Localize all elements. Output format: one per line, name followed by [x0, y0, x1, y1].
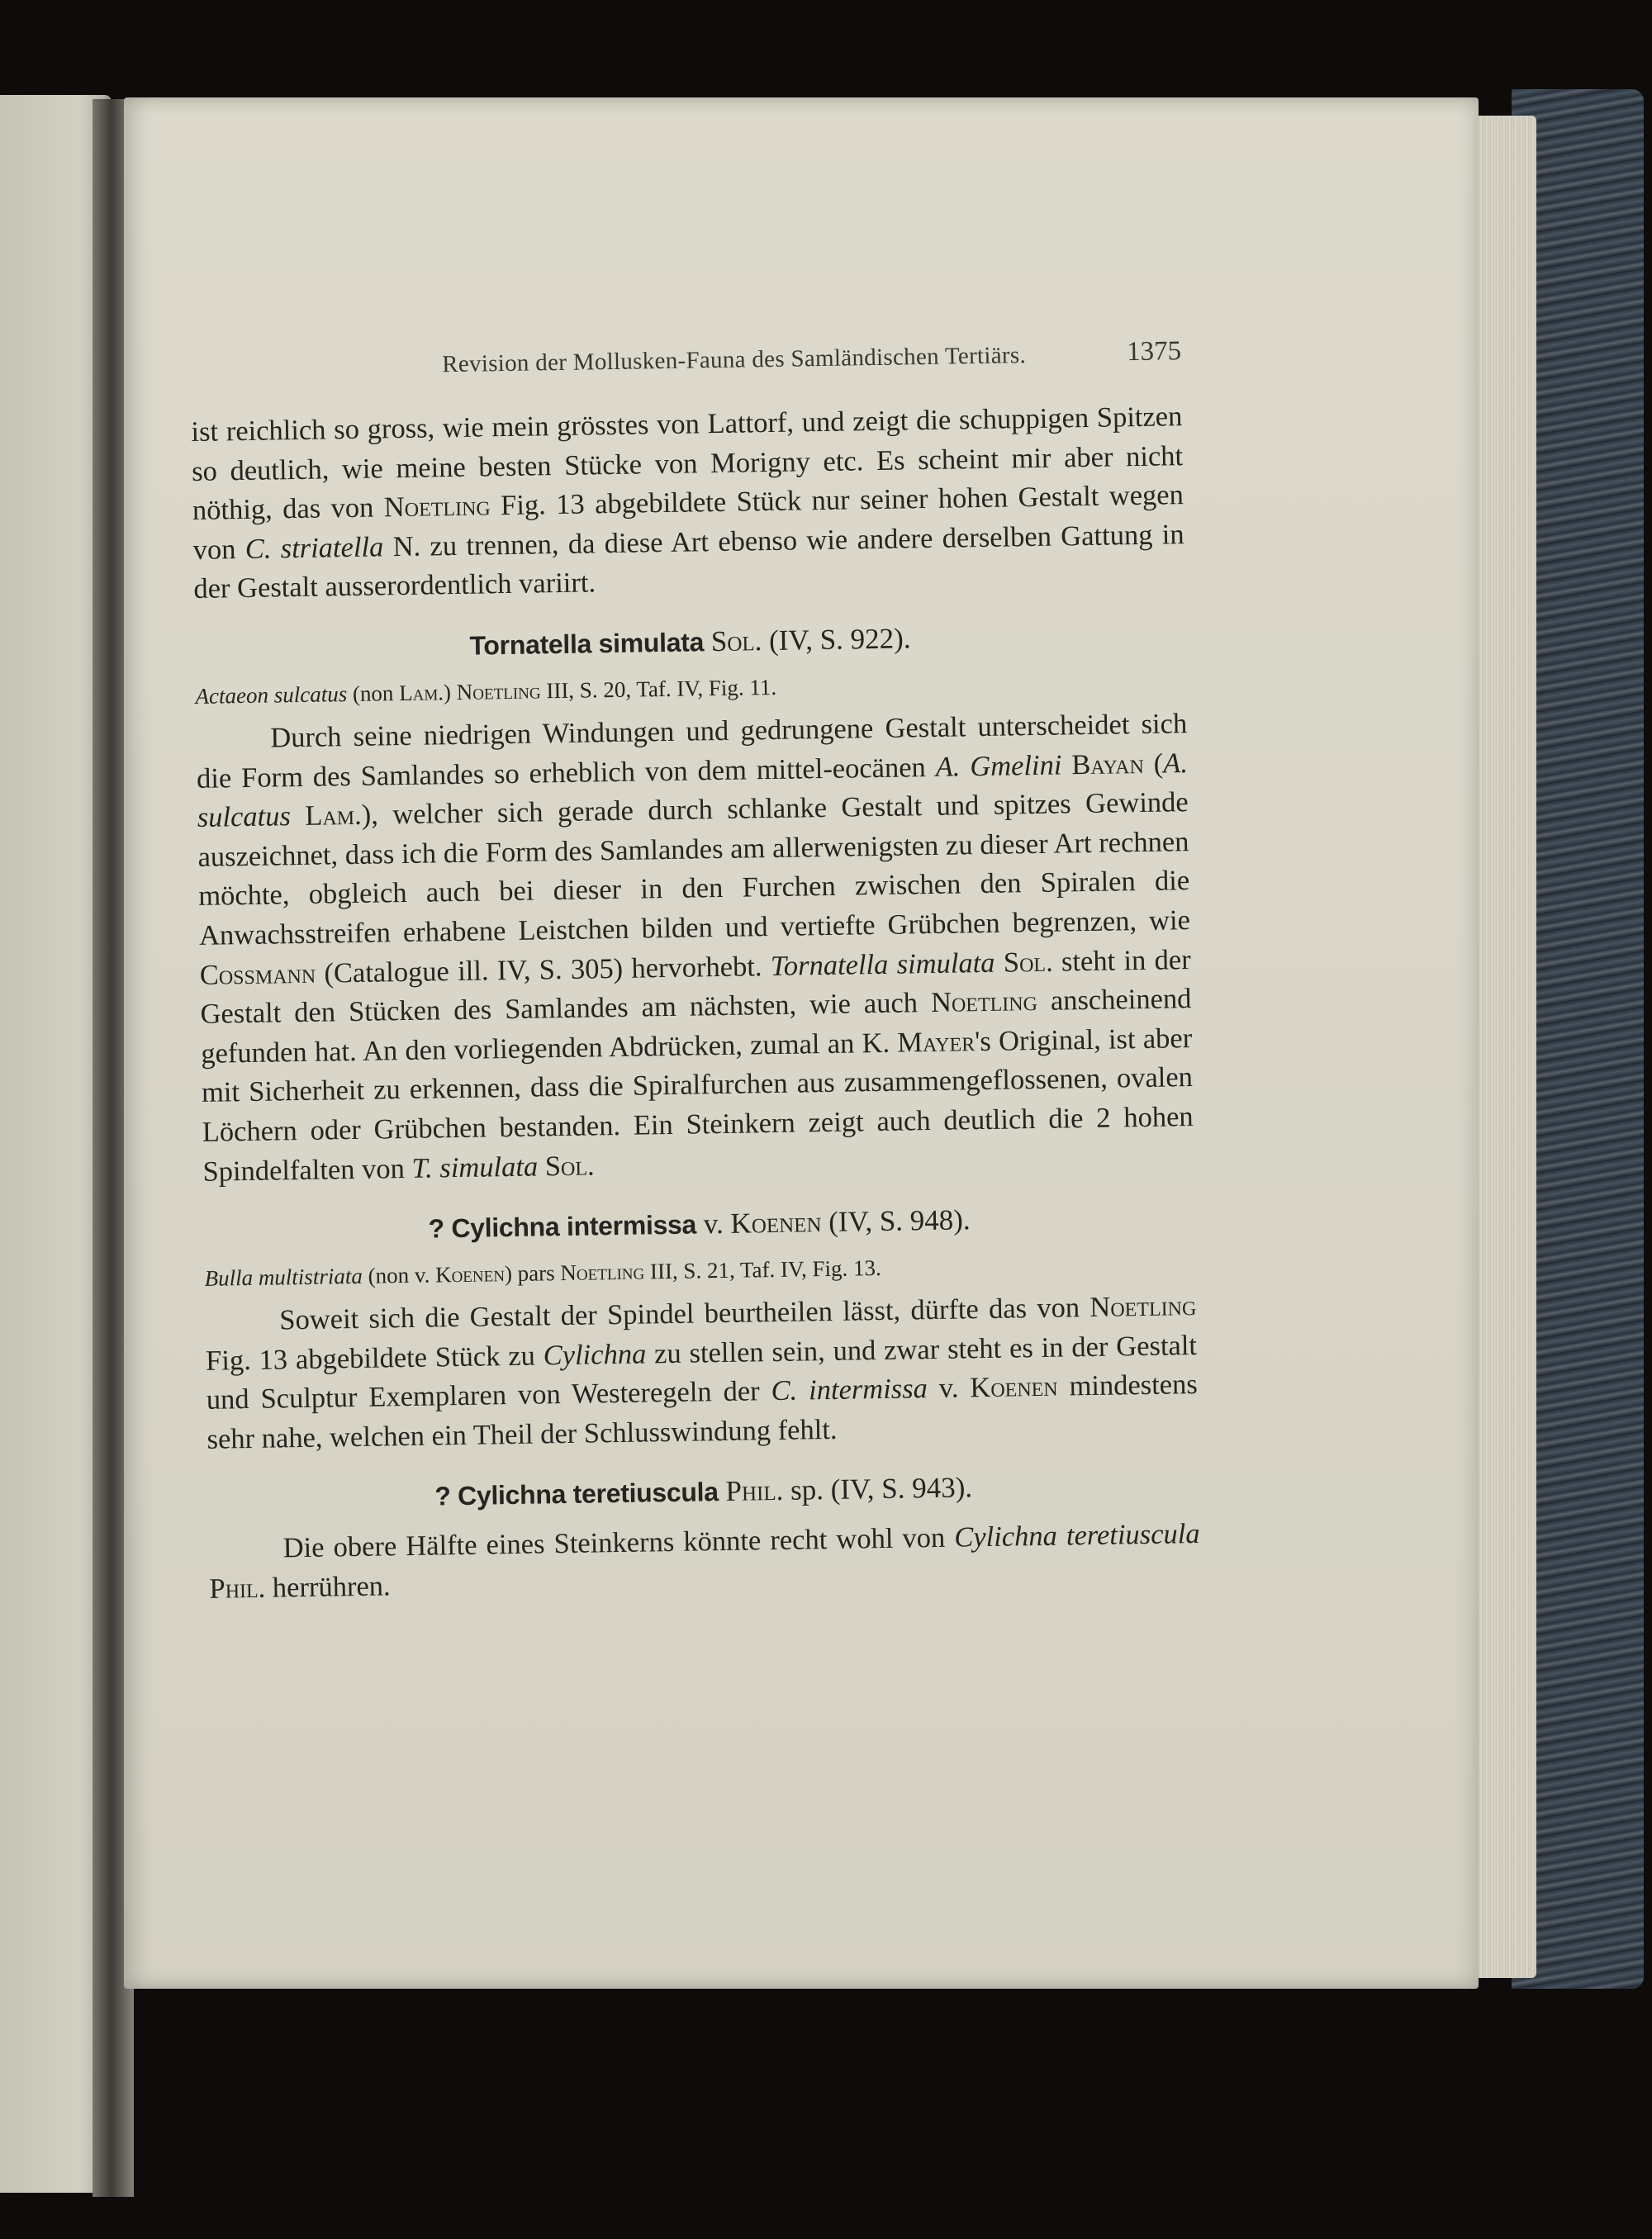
- heading-cylichna-intermissa: ? Cylichna intermissa v. Koenen (IV, S. 948).: [428, 1203, 971, 1244]
- synonym-bulla-multistriata: Bulla multistriata (non v. Koenen) pars Noetling III, S. 21, Taf. IV, Fig. 13.: [204, 1255, 882, 1291]
- tornatella-paragraph: Durch seine niedrigen Windungen und gedrungene Gestalt unterscheidet sich die Form des Samlandes so erheblich von dem mittel-eocänen A. Gmelini Bayan (A. sulcatus Lam.), welcher sich gerade durch schlanke Gestalt und spitzes Gewinde auszeichnet, dass ich die Form des Samlandes am allerwenigsten zu dieser Art rechnen möchte, obgleich auch bei dieser in den Furchen zwischen den Spiralen die Anwachsstreifen erhabene Leistchen bilden und vertiefte Grübchen begrenzen, wie Cossmann (Catalogue ill. IV, S. 305) hervorhebt. Tornatella simulata Sol. steht in der Gestalt den Stücken des Samlandes am nächsten, wie auch Noetling anscheinend gefunden hat. An den vorliegenden Abdrücken, zumal an K. Mayer's Original, ist aber mit Sicherheit zu erkennen, dass die Spiralfurchen aus zusammengeflossenen, ovalen Löchern oder Grübchen bestanden. Ein Steinkern zeigt auch deutlich die 2 hohen Spindelfalten von T. simulata Sol.: [196, 708, 1194, 1188]
- heading-cylichna-teretiuscula: ? Cylichna teretiuscula Phil. sp. (IV, S. 943).: [434, 1471, 973, 1511]
- heading-tornatella-simulata: Tornatella simulata Sol. (IV, S. 922).: [469, 622, 911, 661]
- page-number: 1375: [1126, 336, 1182, 368]
- synonym-actaeon-sulcatus: Actaeon sulcatus (non Lam.) Noetling III, S. 20, Taf. IV, Fig. 11.: [195, 674, 777, 709]
- intro-paragraph: ist reichlich so gross, wie mein grösstes von Lattorf, und zeigt die schuppigen Spitzen so deutlich, wie meine besten Stücke von Morigny etc. Es scheint mir aber nicht nöthig, das von Noetling Fig. 13 abgebildete Stück nur seiner hohen Gestalt wegen von C. striatella N. zu trennen, da diese Art ebenso wie andere derselben Gattung in der Gestalt ausserordentlich variirt.: [191, 401, 1184, 605]
- cylichna-intermissa-paragraph: Soweit sich die Gestalt der Spindel beurtheilen lässt, dürfte das von Noetling Fig. 13 abgebildete Stück zu Cylichna zu stellen sein, und zwar steht es in der Gestalt und Sculptur Exemplaren von Westeregeln der C. intermissa v. Koenen mindestens sehr nahe, welchen ein Theil der Schlusswindung fehlt.: [205, 1290, 1199, 1455]
- cylichna-teretiuscula-paragraph: Die obere Hälfte eines Steinkerns könnte recht wohl von Cylichna teretiuscula Phil. herrühren.: [209, 1518, 1200, 1605]
- page-text: [190, 336, 1201, 1609]
- running-header-title: Revision der Mollusken-Fauna des Samländischen Tertiärs.: [441, 342, 1027, 378]
